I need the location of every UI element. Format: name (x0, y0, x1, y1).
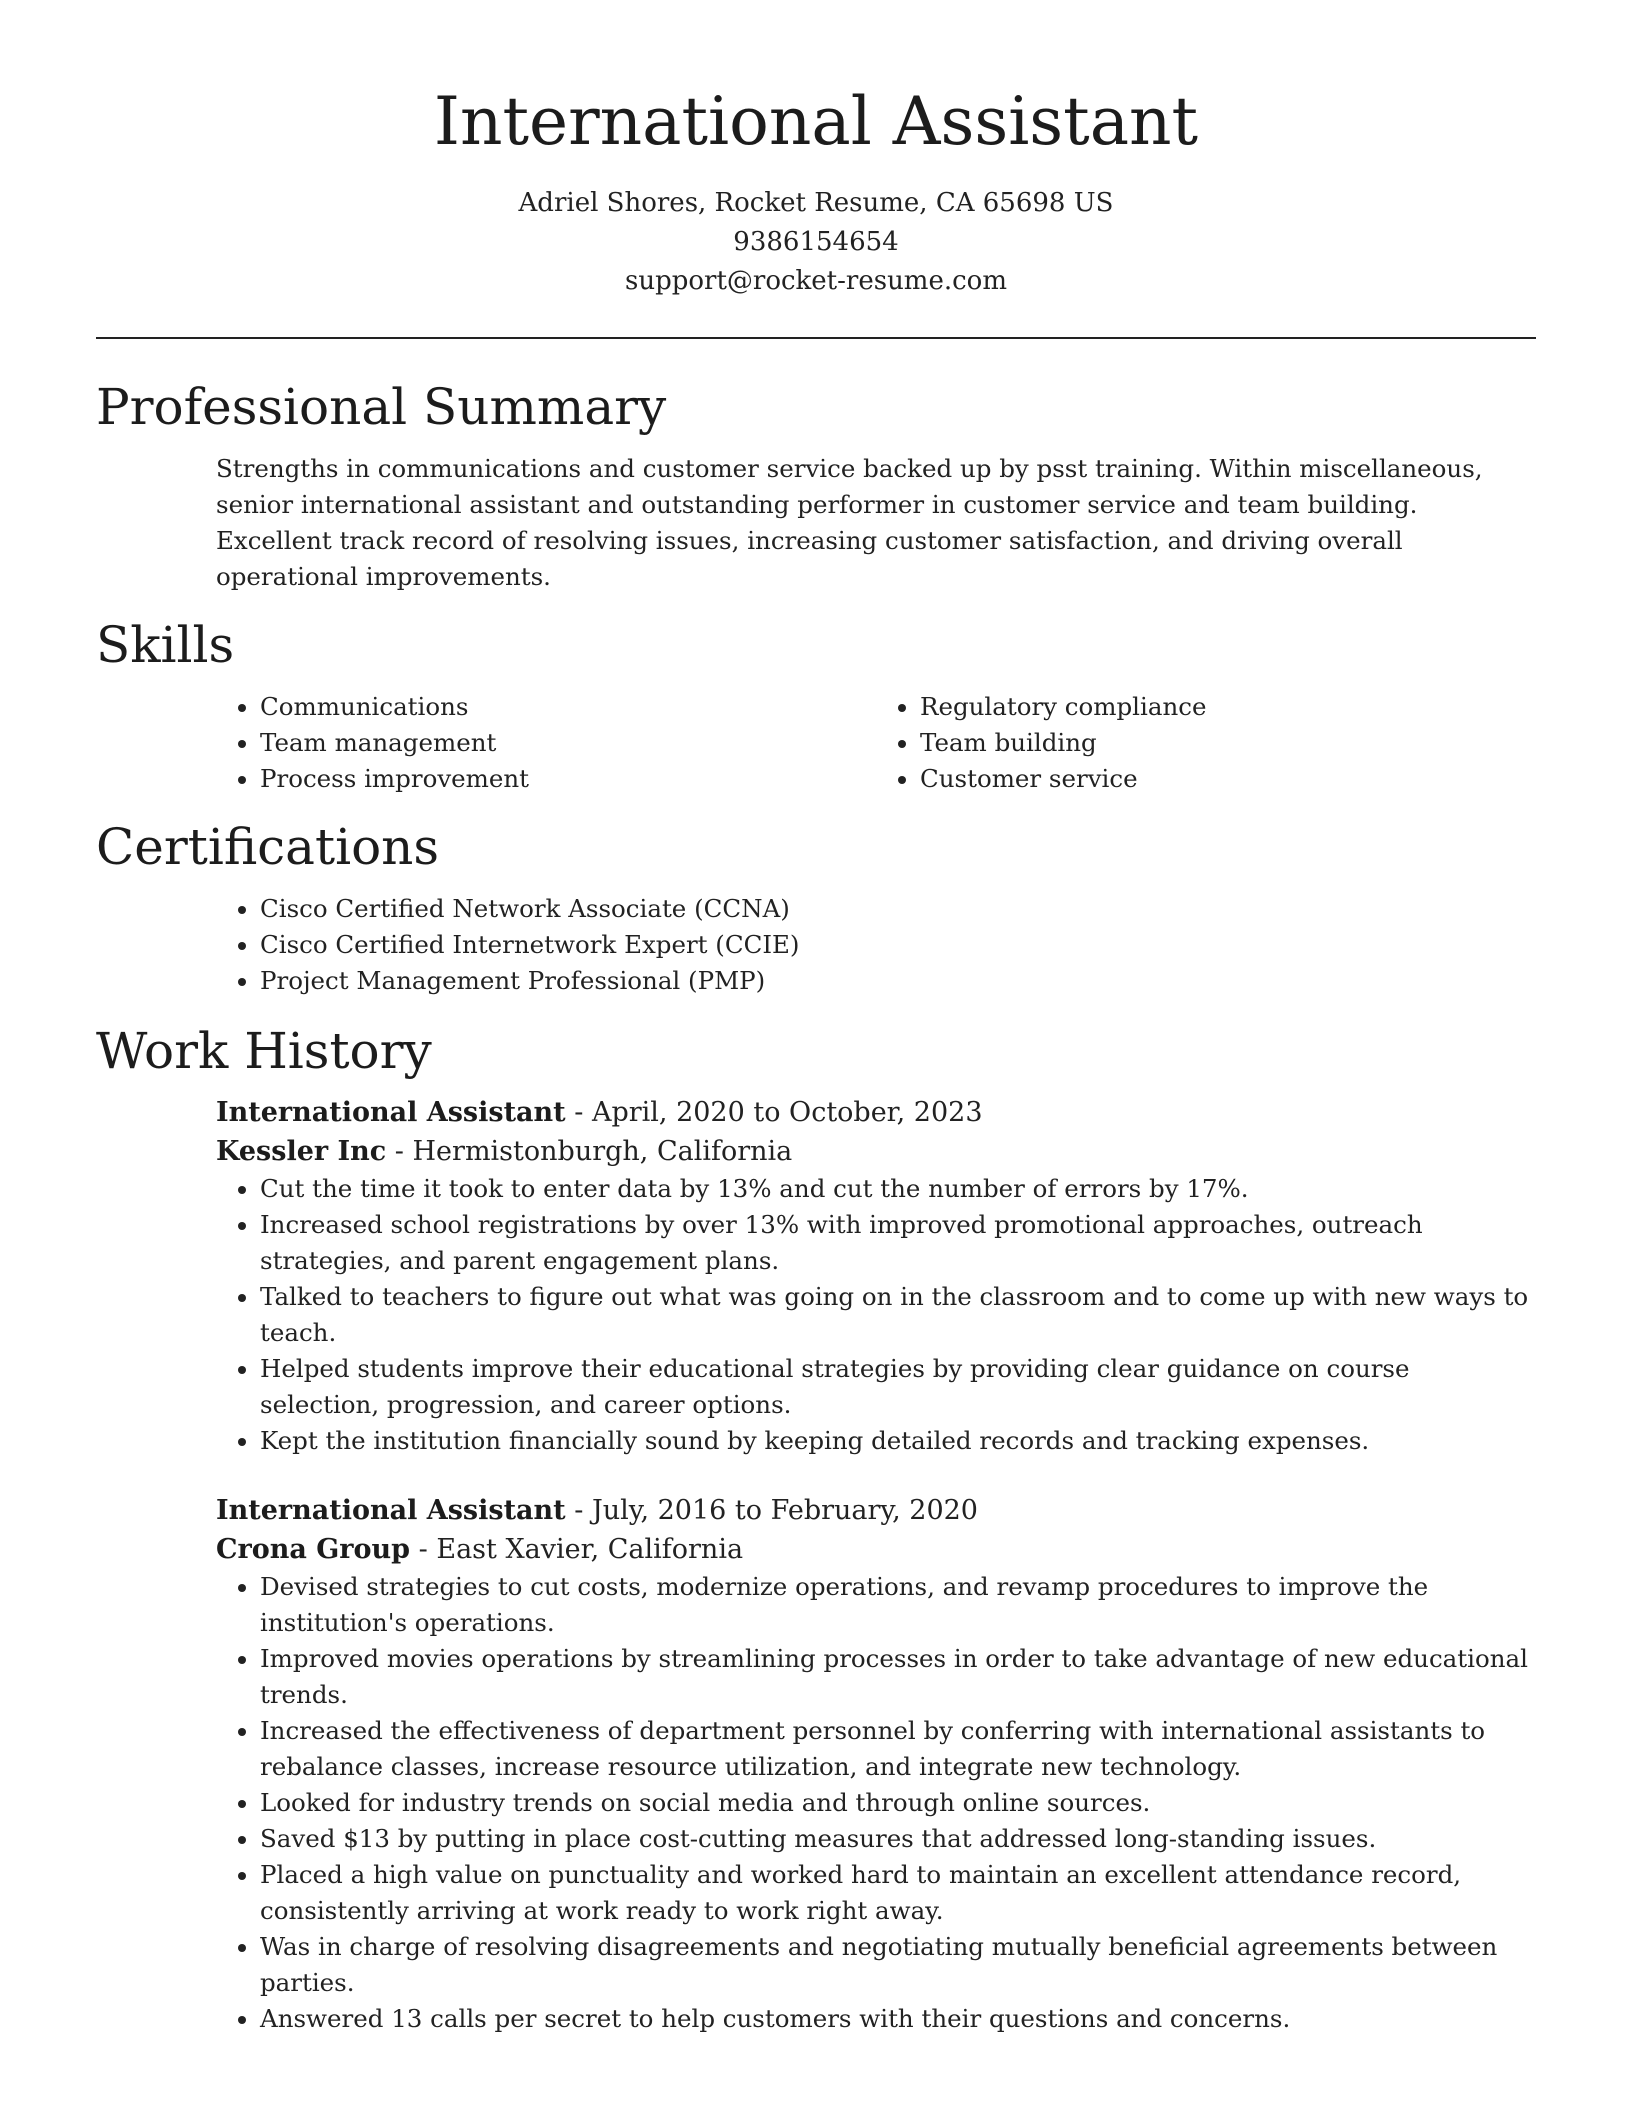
skills-heading: Skills (96, 615, 235, 674)
job-location: East Xavier, California (436, 1533, 744, 1565)
certifications-body (216, 891, 1536, 999)
job-duty-item: • Increased school registrations by over 13% with improved promotional approaches, outreach strategies, and parent engagement plans. (260, 1207, 1536, 1279)
job-duty-item: • Cut the time it took to enter data by 13% and cut the number of errors by 17%. (260, 1171, 1536, 1207)
certification-item: • Cisco Certified Internetwork Expert (CCIE) (260, 927, 1536, 963)
job-duty-item: • Talked to teachers to figure out what was going on in the classroom and to come up with new ways to teach. (260, 1279, 1536, 1351)
skills-column-right (876, 689, 1536, 797)
job-company-line (216, 1132, 1536, 1171)
work-history-heading: Work History (96, 1021, 432, 1080)
contact-address: Adriel Shores, Rocket Resume, CA 65698 US (518, 187, 1114, 218)
job-company: Crona Group (216, 1533, 411, 1565)
job-company: Kessler Inc (216, 1135, 387, 1167)
certifications-list (216, 891, 1536, 999)
header-divider (96, 337, 1536, 339)
job-title-line (216, 1093, 1536, 1132)
skill-item: • Customer service (920, 761, 1536, 797)
skill-item: • Team management (260, 725, 876, 761)
summary-heading: Professional Summary (96, 377, 667, 436)
summary-text: Strengths in communications and customer service backed up by psst training. Within miscellaneous, senior international assistant and outstanding performer in customer service and team building. Excellent track record of resolving issues, increasing customer satisfaction, and driving overall operational improvements. (216, 453, 1483, 591)
certification-item: • Project Management Professional (PMP) (260, 963, 1536, 999)
certification-item: • Cisco Certified Network Associate (CCNA) (260, 891, 1536, 927)
job-duty-item: • Kept the institution financially sound by keeping detailed records and tracking expenses. (260, 1423, 1536, 1459)
job-duty-item: • Placed a high value on punctuality and worked hard to maintain an excellent attendance record, consistently arriving at work ready to work right away. (260, 1857, 1536, 1929)
job-role: International Assistant (216, 1096, 566, 1128)
job-entry (216, 1093, 1536, 1459)
job-dates: April, 2020 to October, 2023 (591, 1096, 983, 1128)
job-role: International Assistant (216, 1494, 566, 1526)
skills-list (216, 689, 1536, 797)
job-location: Hermistonburgh, California (412, 1135, 793, 1167)
skill-item: • Regulatory compliance (920, 689, 1536, 725)
job-duties-list (216, 1569, 1536, 2037)
certifications-section (96, 817, 1536, 999)
skill-item: • Communications (260, 689, 876, 725)
work-history-section (96, 1021, 1536, 2037)
job-separator: - (386, 1135, 413, 1167)
skill-item: • Process improvement (260, 761, 876, 797)
job-duty-item: • Answered 13 calls per secret to help customers with their questions and concerns. (260, 2001, 1536, 2037)
job-duty-item: • Increased the effectiveness of department personnel by conferring with international assistants to rebalance classes, increase resource utilization, and integrate new technology. (260, 1713, 1536, 1785)
skills-column-left (216, 689, 876, 797)
resume-header (96, 0, 1536, 301)
skill-item: • Team building (920, 725, 1536, 761)
contact-email: support@rocket-resume.com (624, 265, 1007, 296)
job-duty-item: • Helped students improve their educational strategies by providing clear guidance on course selection, progression, and career options. (260, 1351, 1536, 1423)
job-separator: - (565, 1096, 592, 1128)
skills-section (96, 615, 1536, 797)
contact-phone: 9386154654 (733, 226, 899, 257)
job-duty-item: • Looked for industry trends on social media and through online sources. (260, 1785, 1536, 1821)
job-company-line (216, 1530, 1536, 1569)
job-duty-item: • Saved $13 by putting in place cost-cutting measures that addressed long-standing issues. (260, 1821, 1536, 1857)
job-separator: - (565, 1494, 592, 1526)
job-duty-item: • Devised strategies to cut costs, modernize operations, and revamp procedures to improve the institution's operations. (260, 1569, 1536, 1641)
job-separator: - (410, 1533, 437, 1565)
certifications-heading: Certifications (96, 817, 440, 876)
candidate-name: International Assistant (433, 83, 1199, 160)
job-entry (216, 1491, 1536, 2037)
job-dates: July, 2016 to February, 2020 (591, 1494, 978, 1526)
job-duties-list (216, 1171, 1536, 1459)
job-duty-item: • Was in charge of resolving disagreements and negotiating mutually beneficial agreements between parties. (260, 1929, 1536, 2001)
job-duty-item: • Improved movies operations by streamlining processes in order to take advantage of new educational trends. (260, 1641, 1536, 1713)
summary-body (216, 451, 1536, 595)
summary-section (96, 377, 1536, 595)
job-title-line (216, 1491, 1536, 1530)
